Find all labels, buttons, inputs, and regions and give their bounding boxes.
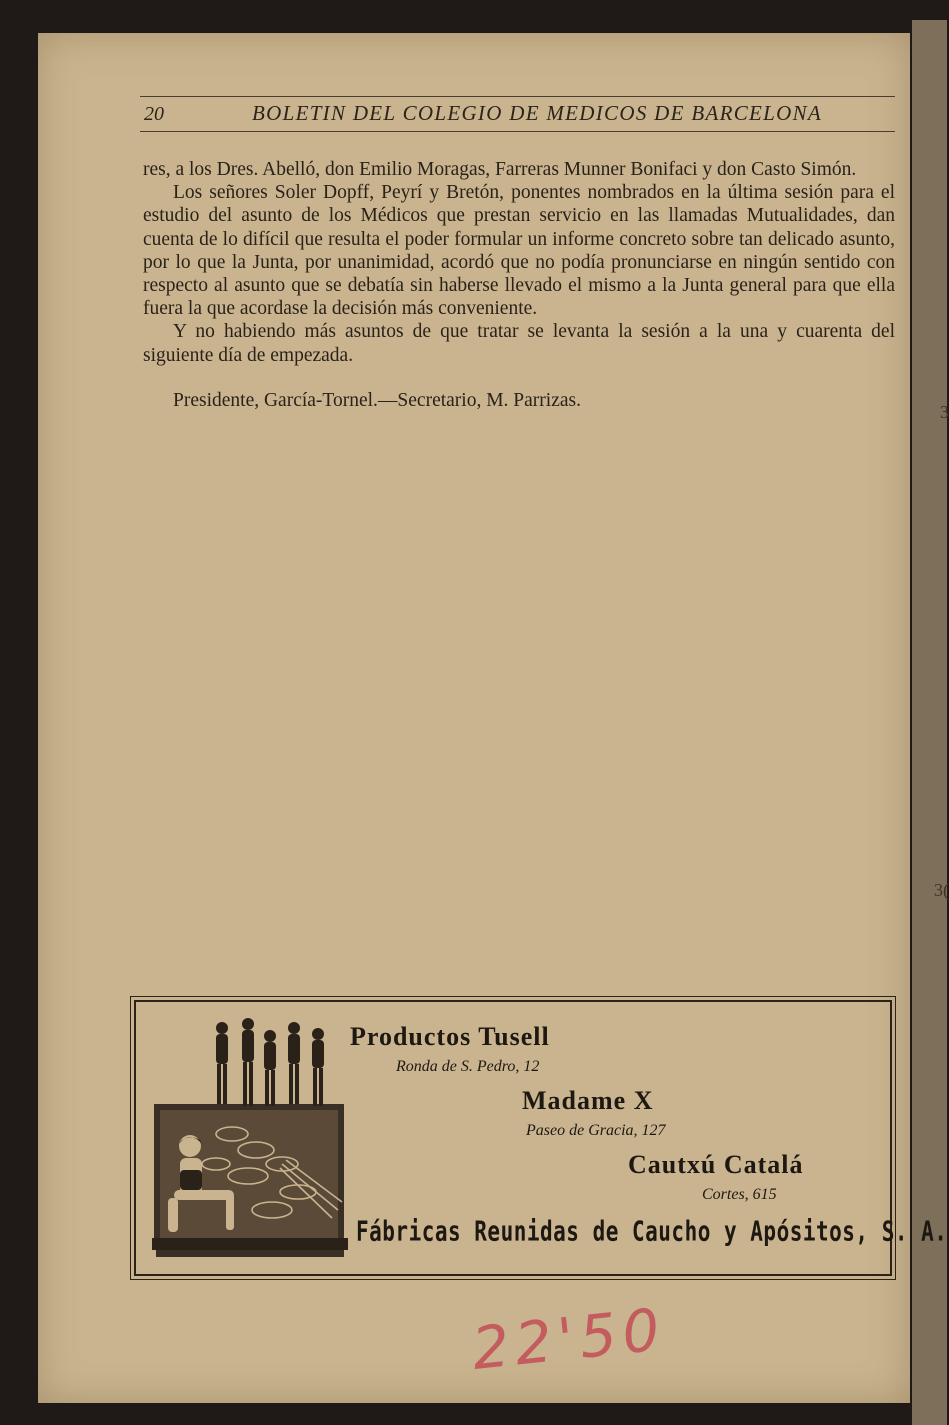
signature-line: Presidente, García-Tornel.—Secretario, M. Parrizas.: [173, 389, 581, 411]
brand-productos-tusell: Productos Tusell: [350, 1022, 550, 1051]
address-madame-x: Paseo de Gracia, 127: [526, 1122, 666, 1139]
paragraph-1: res, a los Dres. Abelló, don Emilio Moragas, Farreras Munner Bonifaci y don Casto Simón.: [143, 159, 857, 180]
brand-madame-x: Madame X: [522, 1086, 654, 1115]
advertisement-box: [134, 1000, 948, 1276]
paragraph-3: Y no habiendo más asuntos de que tratar se levanta la sesión a la una y cuarenta del siguiente día de empezada.: [143, 321, 895, 366]
minutes-text: [143, 158, 895, 412]
company-name: Fábricas Reunidas de Caucho y Apósitos, S. A.: [356, 1216, 948, 1248]
edge-mark-top: 3: [940, 402, 949, 422]
adjacent-page-edge: [912, 20, 947, 1425]
address-cautxu-catala: Cortes, 615: [702, 1186, 777, 1203]
brand-cautxu-catala: Cautxú Catalá: [628, 1150, 804, 1179]
running-header: [140, 96, 895, 132]
handwritten-price-note: 22'50: [468, 1295, 669, 1383]
journal-title: BOLETIN DEL COLEGIO DE MEDICOS DE BARCELONA: [252, 101, 823, 125]
bathing-women-illustration: [152, 1014, 357, 1259]
page-number: 20: [144, 103, 164, 125]
address-tusell: Ronda de S. Pedro, 12: [396, 1058, 540, 1075]
edge-mark-middle: 3(: [934, 880, 949, 900]
paragraph-2: Los señores Soler Dopff, Peyrí y Bretón, ponentes nombrados en la última sesión para el estudio del asunto de los Médicos que prestan servicio en las llamadas Mutualidades, dan cuenta de lo difícil que resulta el poder formular un informe concreto sobre tan delicado asunto, por lo que la Junta, por unanimidad, acordó que no podía pronunciarse en ningún sentido con respecto al asunto que se debatía sin haberse llevado el mismo a la Junta general para que ella fuera la que acordase la decisión más conveniente.: [143, 182, 895, 320]
